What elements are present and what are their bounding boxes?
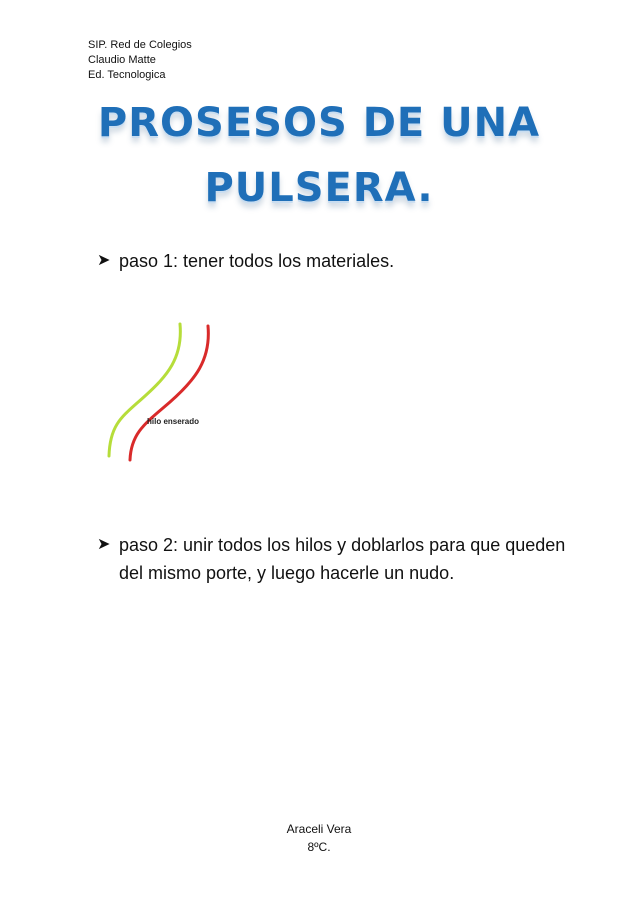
document-header bbox=[88, 38, 192, 83]
header-school: SIP. Red de Colegios bbox=[88, 39, 192, 51]
arrow-bullet-icon: ➤ bbox=[97, 536, 111, 553]
document-footer bbox=[0, 820, 638, 856]
step-2-text: paso 2: unir todos los hilos y doblarlos para que queden del mismo porte, y luego hacerle un nudo. bbox=[119, 535, 566, 583]
arrow-bullet-icon: ➤ bbox=[97, 252, 111, 269]
header-teacher: Claudio Matte bbox=[88, 54, 156, 66]
figure-label: hilo enserado bbox=[147, 417, 200, 426]
page-title-line-2: PULSERA. bbox=[204, 165, 434, 211]
footer-author: Araceli Vera bbox=[286, 822, 352, 836]
red-thread bbox=[130, 326, 208, 460]
step-2 bbox=[97, 531, 567, 587]
footer-grade: 8ºC. bbox=[307, 840, 331, 854]
threads-drawing bbox=[95, 318, 245, 468]
page-title-line-1: PROSESOS DE UNA bbox=[97, 100, 541, 146]
step-1-text: paso 1: tener todos los materiales. bbox=[119, 251, 395, 271]
header-subject: Ed. Tecnologica bbox=[88, 69, 166, 81]
green-thread bbox=[109, 324, 180, 456]
step-1 bbox=[97, 247, 557, 275]
thread-illustration bbox=[95, 318, 245, 468]
